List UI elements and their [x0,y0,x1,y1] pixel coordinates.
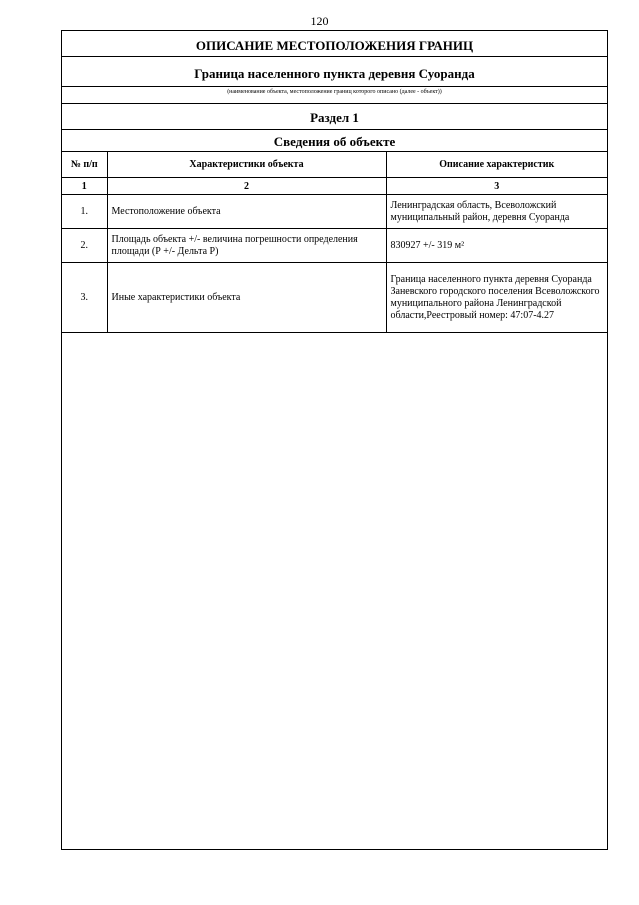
header-characteristics: Характеристики объекта [107,152,386,178]
document-frame [61,30,608,850]
characteristics-table [62,152,607,333]
row-description: Ленинградская область, Всеволожский муниципальный район, деревня Суоранда [386,195,607,229]
row-characteristic: Площадь объекта +/- величина погрешности определения площади (Р +/- Дельта Р) [107,229,386,263]
header-description: Описание характеристик [386,152,607,178]
row-characteristic: Иные характеристики объекта [107,263,386,333]
header-number: № п/п [62,152,107,178]
column-number-2: 2 [107,178,386,195]
table-row [62,263,607,333]
page-number: 120 [310,14,329,28]
row-characteristic: Местоположение объекта [107,195,386,229]
table-header-row [62,152,607,178]
locality-note: (наименование объекта, местоположение границ которого описано (далее - объект)) [62,87,607,104]
row-number: 3. [62,263,107,333]
column-number-row [62,178,607,195]
document-title: ОПИСАНИЕ МЕСТОПОЛОЖЕНИЯ ГРАНИЦ [62,31,607,57]
table-row [62,195,607,229]
row-description: 830927 +/- 319 м² [386,229,607,263]
row-number: 2. [62,229,107,263]
table-row [62,229,607,263]
row-number: 1. [62,195,107,229]
locality-title: Граница населенного пункта деревня Суоранда [62,57,607,87]
column-number-3: 3 [386,178,607,195]
section-title: Раздел 1 [62,104,607,130]
info-title: Сведения об объекте [62,130,607,152]
column-number-1: 1 [62,178,107,195]
row-description: Граница населенного пункта деревня Суоранда Заневского городского поселения Всеволожского муниципального района Ленинградской области,Реестровый номер: 47:07-4.27 [386,263,607,333]
